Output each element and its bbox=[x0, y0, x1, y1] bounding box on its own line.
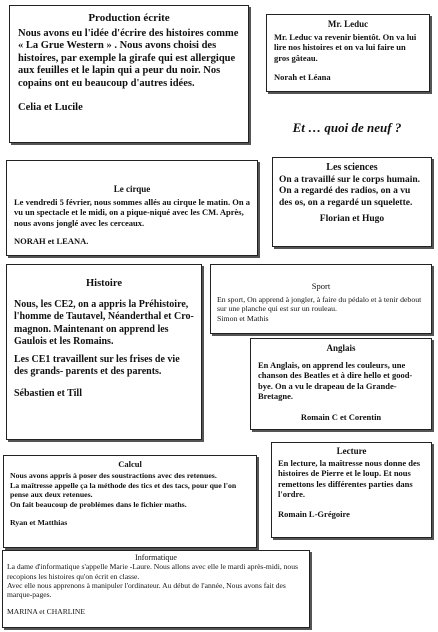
article-body: Nous avons eu l'idée d'écrire des histoires comme « La Grue Western » . Nous avons choisi des histoires, par exemple la girafe qui est allergique aux feuilles et le lapin qui a peur du noir. Nos copains ont eu beaucoup d'autres idées. bbox=[18, 27, 239, 89]
headline: Et … quoi de neuf ? bbox=[292, 120, 402, 135]
article-title: Calcul bbox=[118, 459, 142, 469]
article-body: Nous avons appris à poser des soustractions avec des retenues. bbox=[10, 470, 217, 480]
article-body: On a travaillé sur le corps humain. On a regardé des radios, on a vu des os, on a regardé un squelette. bbox=[279, 174, 421, 208]
article-anglais bbox=[250, 338, 432, 430]
article-authors: Sébastien et Till bbox=[14, 387, 82, 399]
article-mr-leduc bbox=[266, 14, 430, 92]
article-title: Le cirque bbox=[113, 184, 151, 194]
article-body: Avec elle nous apprenons à manipuler l'ordinateur. Au début de l'année, Nous avons fait des marque-pages. bbox=[7, 580, 286, 600]
article-authors: Romain L-Grégoire bbox=[278, 508, 350, 519]
article-title: Lecture bbox=[336, 446, 367, 456]
article-title: Production écrite bbox=[88, 12, 170, 24]
article-body: En Anglais, on apprend les couleurs, une chanson des Beatles et à dire hello et good-bye. On a vu le drapeau de la Grande-Bretagne. bbox=[258, 359, 413, 401]
article-sport bbox=[210, 264, 432, 334]
article-calcul bbox=[3, 455, 257, 548]
article-body: En sport, On apprend à jongler, à faire du pédalo et à tenir debout sur une planche qui est sur un rouleau. bbox=[217, 294, 422, 313]
article-authors: NORAH et LEANA. bbox=[14, 236, 89, 246]
article-authors: Simon et Mathis bbox=[217, 313, 269, 323]
article-body: Mr. Leduc va revenir bientôt. On va lui lire nos histoires et on va lui faire un gros gâteau. bbox=[274, 31, 417, 63]
article-title: Histoire bbox=[86, 278, 122, 289]
article-body: Nous, les CE2, on a appris la Préhistoire, l'homme de Tautavel, Néanderthal et Cro-magnon. Maintenant on apprend les Gaulois et les Romains. bbox=[14, 298, 194, 347]
article-body: La dame d'informatique s'appelle Marie -Laure. Nous allons avec elle le mardi après-midi, nous recopions les histoires qu'on écrit en classe. bbox=[7, 562, 298, 581]
article-authors: Florian et Hugo bbox=[319, 214, 385, 224]
article-lecture bbox=[271, 442, 432, 538]
article-body: Le vendredi 5 février, nous sommes allés au cirque le matin. On a vu un spectacle et le midi, on a pique-niqué avec les CM. Après, nous avons jonglé avec les cerceaux. bbox=[14, 196, 250, 228]
article-body: En lecture, la maîtresse nous donne des histoires de Pierre et le loup. Et nous remettons les différentes parties dans l'ordre. bbox=[278, 457, 421, 499]
article-authors: Romain C et Corentin bbox=[300, 411, 382, 422]
article-body: On fait beaucoup de problèmes dans le fichier maths. bbox=[10, 500, 187, 510]
article-title: Les sciences bbox=[326, 162, 378, 173]
article-body: Les CE1 travaillent sur les frises de vie des grands- parents et des parents. bbox=[14, 353, 180, 377]
article-title: Mr. Leduc bbox=[327, 19, 369, 29]
article-authors: Ryan et Matthias bbox=[10, 517, 68, 527]
article-production-ecrite bbox=[9, 5, 249, 143]
article-title: Sport bbox=[311, 281, 331, 291]
article-cirque bbox=[6, 160, 258, 256]
article-title: Informatique bbox=[135, 553, 177, 562]
article-informatique bbox=[2, 550, 310, 628]
article-body: La maîtresse appelle ça la méthode des tics et des tacs, pour que l'on pense aux deux retenues. bbox=[10, 480, 237, 500]
article-histoire bbox=[6, 264, 202, 440]
article-authors: Norah et Léana bbox=[274, 72, 331, 82]
article-authors: MARINA et CHARLINE bbox=[7, 607, 86, 617]
article-title: Anglais bbox=[326, 343, 356, 353]
article-sciences bbox=[272, 157, 432, 247]
article-authors: Celia et Lucile bbox=[18, 102, 83, 113]
